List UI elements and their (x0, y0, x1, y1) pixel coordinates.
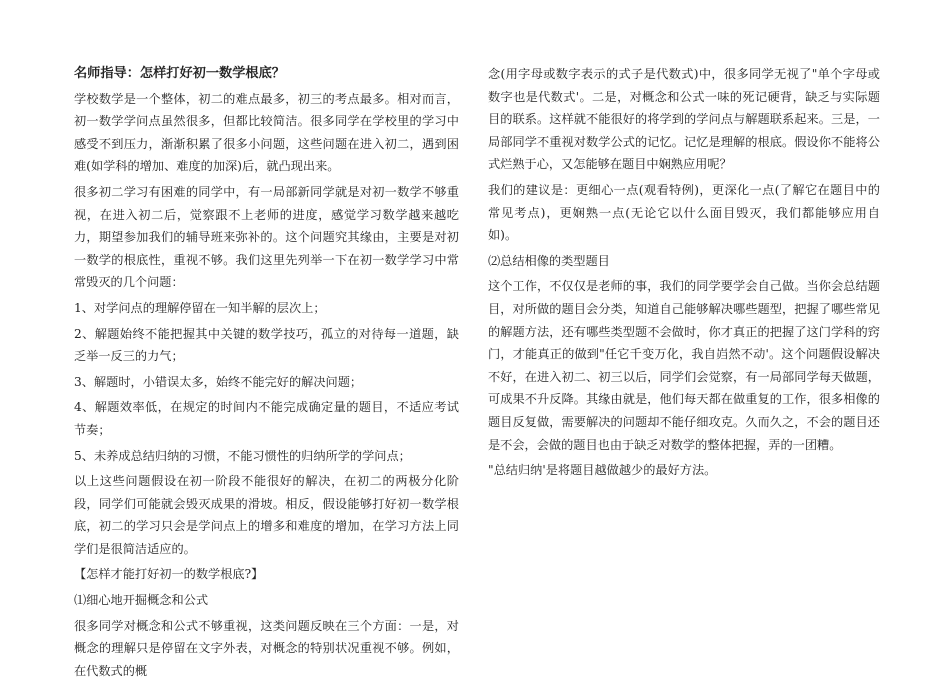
right-column (488, 63, 880, 485)
list-item: 2、解题始终不能把握其中关键的数学技巧，孤立的对待每一道题，缺乏举一反三的力气； (74, 326, 459, 364)
paragraph: 这个工作，不仅仅是老师的事，我们的同学要学会自己做。当你会总结题目，对所做的题目会分类，知道自己能够解决哪些题型，把握了哪些常见的解题方法，还有哪些类型题不会做时，你才真正的把握了这门学科的窍门，才能真正的做到"任它千变万化，我自岿然不动'。这个问题假设解决不好，在进入初二、初三以后，同学们会觉察，有一局部同学每天做题，可成果不升反降。其缘由就是，他们每天都在做重复的工作，很多相像的题目反复做，需要解决的问题却不能仔细攻克。久而久之，不会的题目还是不会，会做的题目也由于缺乏对数学的整体把握，弄的一团糟。 (488, 279, 880, 452)
paragraph: "总结归纳'是将题目越做越少的最好方法。 (488, 463, 717, 478)
left-column (74, 63, 459, 685)
list-item: 4、解题效率低，在规定的时间内不能完成确定量的题目，不适应考试节奏； (74, 400, 459, 437)
paragraph: 我们的建议是：更细心一点(观看特例)，更深化一点(了解它在题目中的常见考点)，更娴熟一点(无论它以什么面目毁灭，我们都能够应用自如)。 (488, 182, 880, 243)
paragraph: 以上这些问题假设在初一阶段不能很好的解决，在初二的两极分化阶段，同学们可能就会毁灭成果的滑坡。相反，假设能够打好初一数学根底，初二的学习只会是学问点上的增多和难度的增加，在学习方法上同学们是很简洁适应的。 (74, 474, 459, 556)
paragraph: 念(用字母或数字表示的式子是代数式)中，很多同学无视了"单个字母或数字也是代数式'。二是，对概念和公式一味的死记硬背，缺乏与实际题目的联系。这样就不能很好的将学到的学问点与解题联系起来。三是，一局部同学不重视对数学公式的记忆。记忆是理解的根底。假设你不能将公式烂熟于心，又怎能够在题目中娴熟应用呢？ (488, 67, 880, 172)
subsection-heading: ⑴细心地开掘概念和公式 (74, 593, 209, 608)
subsection-heading: ⑵总结相像的类型题目 (488, 253, 610, 268)
list-item: 5、未养成总结归纳的习惯，不能习惯性的归纳所学的学问点； (74, 448, 411, 463)
list-item: 3、解题时，小错误太多，始终不能完好的解决问题； (74, 374, 363, 389)
document-title: 名师指导：怎样打好初一数学根底？ (74, 66, 285, 81)
list-item: 1、对学问点的理解停留在一知半解的层次上； (74, 300, 326, 315)
section-heading: 【怎样才能打好初一的数学根底?】 (74, 567, 264, 582)
paragraph: 学校数学是一个整体，初二的难点最多，初三的考点最多。相对而言，初一数学学问点虽然很多，但都比较简洁。很多同学在学校里的学习中感受不到压力，渐渐积累了很多小问题，这些问题在进入初二，遇到困难(如学科的增加、难度的加深)后，就凸现出来。 (74, 91, 459, 174)
paragraph: 很多同学对概念和公式不够重视，这类问题反映在三个方面：一是，对概念的理解只是停留在文字外表，对概念的特别状况重视不够。例如，在代数式的概 (74, 618, 459, 678)
paragraph: 很多初二学习有困难的同学中，有一局部新同学就是对初一数学不够重视，在进入初二后，觉察跟不上老师的进度，感觉学习数学越来越吃力，期望参加我们的辅导班来弥补的。这个问题究其缘由，主要是对初一数学的根底性，重视不够。我们这里先列举一下在初一数学学习中常常毁灭的几个问题： (74, 184, 459, 290)
